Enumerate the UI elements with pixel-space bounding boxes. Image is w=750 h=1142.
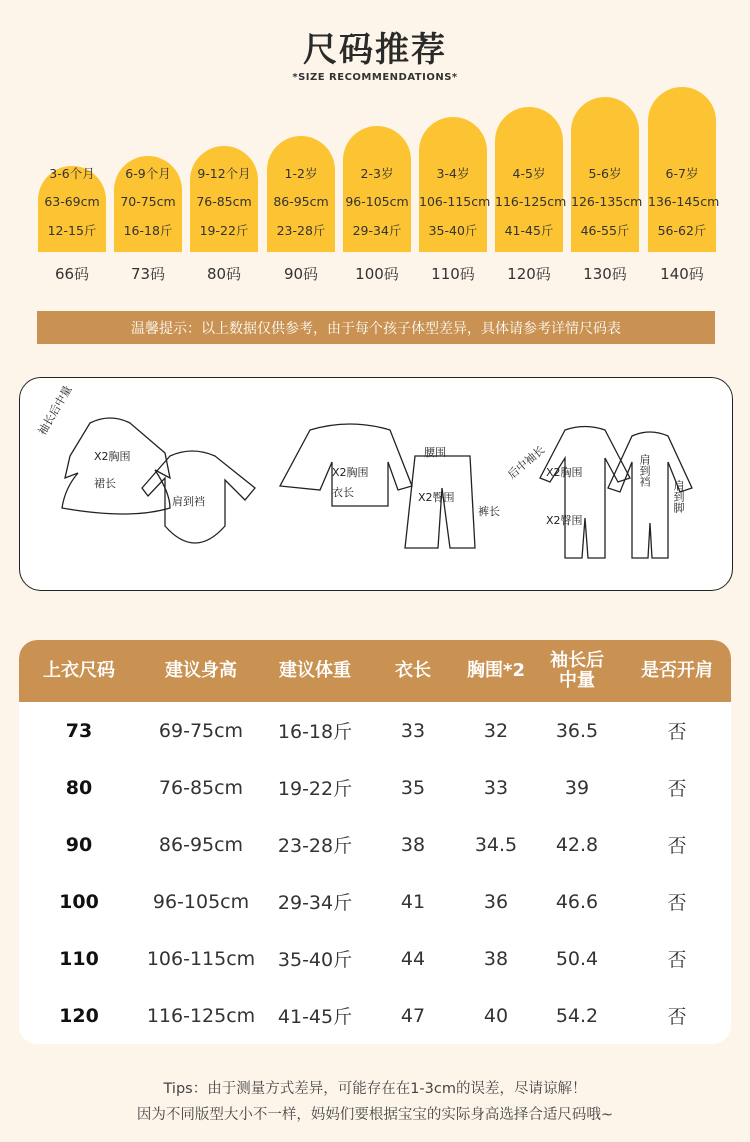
table-cell: 否: [667, 835, 687, 857]
table-cell: 90: [65, 833, 93, 856]
size-bar-weight: 19-22斤: [199, 223, 249, 238]
size-code: 73码: [130, 265, 166, 283]
table-header-cell: 建议体重: [279, 660, 351, 682]
table-cell: 100: [59, 890, 99, 913]
label-waist: 腰围: [424, 446, 446, 459]
size-bars: [0, 0, 750, 290]
table-header-cell: 上衣尺码: [43, 660, 115, 682]
table-header: [19, 640, 731, 702]
label-body-length: 衣长: [332, 486, 354, 499]
table-cell: 否: [667, 949, 687, 971]
size-code: 140码: [660, 265, 704, 283]
size-bar: [648, 87, 720, 252]
table-cell: 54.2: [555, 1004, 599, 1027]
size-bar-height: 106-115cm: [419, 194, 491, 209]
size-bar: [114, 156, 182, 252]
table-cell: 否: [667, 778, 687, 800]
table-cell: 29-34斤: [277, 892, 353, 914]
table-row: [19, 930, 731, 987]
label-shoulder-foot: 肩到脚: [672, 480, 685, 513]
table-row: [19, 759, 731, 816]
size-bar-weight: 16-18斤: [123, 223, 173, 238]
size-bar: [343, 126, 411, 252]
table-cell: 否: [667, 721, 687, 743]
size-bar-height: 136-145cm: [648, 194, 720, 209]
label-sleeve-back: 袖长后中量: [35, 383, 75, 438]
size-bar-weight: 35-40斤: [428, 223, 478, 238]
table-cell: 19-22斤: [277, 778, 353, 800]
label-chest-1: X2胸围: [94, 450, 131, 463]
label-back-sleeve: 后中袖长: [505, 443, 548, 482]
table-cell: 34.5: [474, 833, 518, 856]
table-cell: 39: [564, 776, 590, 799]
size-table: [19, 640, 731, 1044]
table-header-cell: 衣长: [395, 660, 431, 682]
table-cell: 46.6: [555, 890, 599, 913]
size-bar-age: 6-9个月: [125, 166, 171, 181]
table-cell: 96-105cm: [152, 890, 250, 913]
table-cell: 42.8: [555, 833, 599, 856]
table-header-cell: 建议身高: [165, 660, 237, 682]
table-cell: 50.4: [555, 947, 599, 970]
size-bar: [419, 117, 491, 252]
size-bar-weight: 56-62斤: [657, 223, 707, 238]
onesie-icon: [540, 427, 630, 559]
label-shoulder-crotch-1: 肩到裆: [172, 495, 205, 508]
table-cell: 35: [400, 776, 426, 799]
size-bar-weight: 23-28斤: [276, 223, 326, 238]
size-bar-height: 70-75cm: [120, 194, 176, 209]
table-cell: 80: [65, 776, 93, 799]
size-bar-weight: 41-45斤: [504, 223, 554, 238]
table-cell: 76-85cm: [158, 776, 244, 799]
size-bar-age: 5-6岁: [588, 166, 622, 181]
page-title: 尺码推荐: [303, 30, 447, 70]
size-bar-age: 1-2岁: [284, 166, 318, 181]
size-bar: [190, 146, 258, 252]
size-bar-weight: 46-55斤: [580, 223, 630, 238]
table-cell: 41: [400, 890, 426, 913]
size-bar-height: 126-135cm: [571, 194, 643, 209]
table-cell: 38: [483, 947, 509, 970]
footer-tip-2: 因为不同版型大小不一样，妈妈们要根据宝宝的实际身高选择合适尺码哦~: [136, 1107, 614, 1123]
size-bar-age: 4-5岁: [512, 166, 546, 181]
table-header-cell: 袖长后中量: [550, 650, 604, 691]
size-code: 90码: [283, 265, 319, 283]
label-shoulder-crotch-2: 肩到裆: [638, 454, 651, 487]
table-cell: 16-18斤: [277, 721, 353, 743]
table-cell: 41-45斤: [277, 1006, 353, 1028]
table-cell: 106-115cm: [146, 947, 256, 970]
size-bar: [38, 166, 106, 252]
label-hip-1: X2臀围: [418, 491, 455, 504]
size-code: 80码: [206, 265, 242, 283]
size-bar-age: 9-12个月: [197, 166, 251, 181]
table-cell: 否: [667, 1006, 687, 1028]
size-code: 130码: [583, 265, 627, 283]
table-cell: 38: [400, 833, 426, 856]
table-row: [19, 873, 731, 930]
garment-illustrations: [20, 378, 732, 590]
size-bar-height: 116-125cm: [495, 194, 567, 209]
table-cell: 73: [65, 719, 93, 742]
footer-tip-1: Tips：由于测量方式差异，可能存在在1-3cm的误差，尽请谅解！: [163, 1081, 587, 1097]
size-bar-height: 76-85cm: [196, 194, 252, 209]
table-cell: 47: [400, 1004, 426, 1027]
size-bar-weight: 29-34斤: [352, 223, 402, 238]
table-cell: 35-40斤: [277, 949, 353, 971]
size-bar-height: 86-95cm: [273, 194, 329, 209]
size-bar: [571, 97, 643, 252]
table-cell: 否: [667, 892, 687, 914]
table-cell: 23-28斤: [277, 835, 353, 857]
size-bar-age: 3-6个月: [49, 166, 95, 181]
size-bar-height: 96-105cm: [345, 194, 409, 209]
table-cell: 32: [483, 719, 509, 742]
size-code: 110码: [431, 265, 475, 283]
size-bar: [495, 107, 567, 252]
table-cell: 69-75cm: [158, 719, 244, 742]
size-code: 100码: [355, 265, 399, 283]
table-cell: 36: [483, 890, 509, 913]
table-row: [19, 702, 731, 759]
table-row: [19, 987, 731, 1044]
table-cell: 33: [483, 776, 509, 799]
dress-icon: [62, 418, 170, 514]
size-bar: [267, 136, 335, 252]
table-row: [19, 816, 731, 873]
size-bar-weight: 12-15斤: [47, 223, 97, 238]
size-bar-age: 3-4岁: [436, 166, 470, 181]
size-bar-height: 63-69cm: [44, 194, 100, 209]
table-header-cell: 是否开肩: [641, 660, 713, 682]
table-cell: 36.5: [555, 719, 599, 742]
table-cell: 40: [483, 1004, 509, 1027]
table-cell: 120: [59, 1004, 99, 1027]
tip-banner: 温馨提示：以上数据仅供参考，由于每个孩子体型差异，具体请参考详情尺码表: [37, 311, 715, 344]
label-chest-3: X2胸围: [546, 466, 583, 479]
label-chest-2: X2胸围: [332, 466, 369, 479]
measurement-diagram: [19, 377, 733, 591]
size-code: 66码: [54, 265, 90, 283]
table-cell: 44: [400, 947, 426, 970]
table-cell: 110: [59, 947, 99, 970]
label-hip-2: X2臀围: [546, 514, 583, 527]
label-skirt-length: 裙长: [94, 477, 116, 490]
label-pants-length: 裤长: [478, 505, 500, 518]
table-cell: 86-95cm: [158, 833, 244, 856]
size-bar-age: 2-3岁: [360, 166, 394, 181]
size-code: 120码: [507, 265, 551, 283]
table-cell: 33: [400, 719, 426, 742]
size-bar-age: 6-7岁: [665, 166, 699, 181]
table-cell: 116-125cm: [146, 1004, 256, 1027]
table-header-cell: 胸围*2: [467, 660, 525, 682]
page-subtitle: *SIZE RECOMMENDATIONS*: [292, 72, 458, 83]
